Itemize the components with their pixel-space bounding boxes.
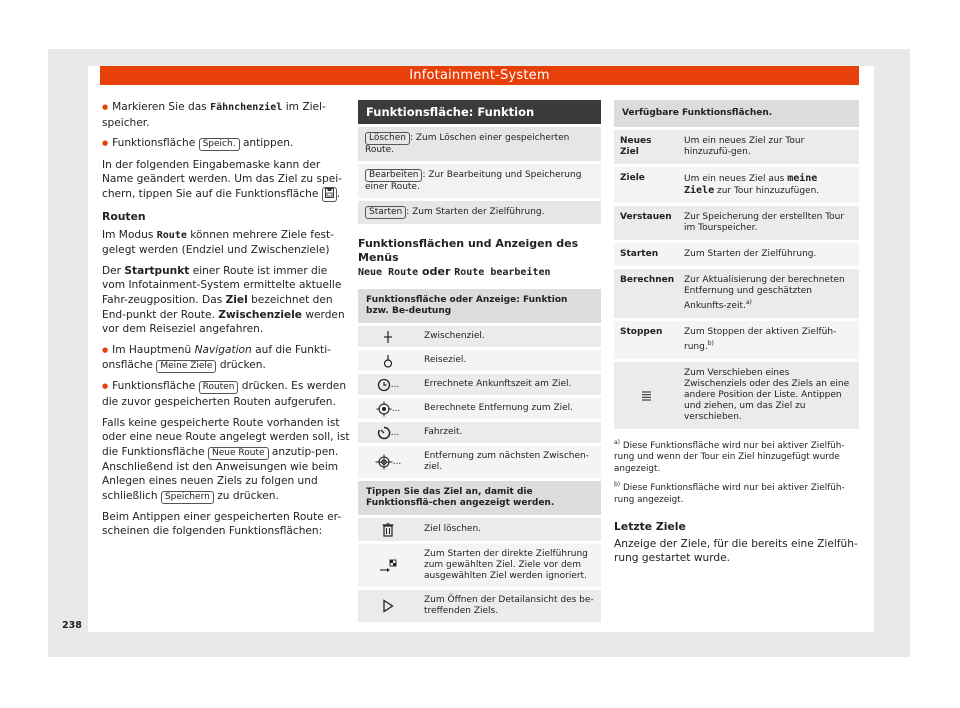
paragraph-antippen: Beim Antippen einer gespeicherten Route er-scheinen die folgenden Funktionsflächen: — [102, 510, 342, 538]
left-column — [102, 100, 352, 545]
list-item: ... Berechnete Entfernung zum Ziel. — [358, 395, 601, 419]
table3-title: Verfügbare Funktionsflächen. — [614, 100, 859, 127]
table-row: Stoppen Zum Stoppen der aktiven Zielfüh-rung.$^{b)}$ — [614, 318, 859, 359]
play-icon — [382, 599, 394, 613]
speich-key: Speich. — [199, 138, 240, 151]
bullet-markieren: ● Markieren Sie das Fähnchenziel im Ziel-speicher. — [102, 100, 352, 130]
paragraph-modus-route: Im Modus Route können mehrere Ziele fest-gelegt werden (Endziel und Zwischenziele) — [102, 228, 334, 257]
page-number: 238 — [62, 620, 82, 631]
list-item: Ziel löschen. — [358, 515, 601, 541]
paragraph-neue-route: Falls keine gespeicherte Route vorhanden ist oder eine neue Route angelegt werden soll, ist die Funktionsfläche Neue Route anzutip-pen. Anschließend ist den Anweisungen wie beim Anlegen eines neuen Ziels zu folgen und schließlich Speichern zu drücken. — [102, 416, 350, 502]
table1-row-bearbeiten: Bearbeiten : Zur Bearbeitung und Speicherung einer Route. — [358, 161, 601, 198]
table1-title: Funktionsfläche: Funktion — [358, 100, 601, 124]
table-row: Neues Ziel Um ein neues Ziel zur Tour hinzuzufü-gen. — [614, 127, 859, 164]
footnote-b: $^{b)}$ Diese Funktionsfläche wird nur bei aktiver Zielfüh-rung angezeigt. — [614, 481, 845, 505]
table-row: Zum Verschieben eines Zwischenziels oder des Ziels an eine andere Position der Liste. Antippen und ziehen, um das Ziel zu verschieben. — [614, 359, 859, 429]
letzte-ziele-text: Anzeige der Ziele, für die bereits eine Zielfüh-rung gestartet wurde. — [614, 538, 858, 565]
table1-row-loeschen: Löschen : Zum Löschen einer gespeicherten Route. — [358, 124, 601, 161]
routen-heading: Routen — [102, 209, 146, 223]
table-row: Berechnen Zur Aktualisierung der berechneten Entfernung und geschätzten Ankunfts-zeit.$^{a)}$ — [614, 266, 859, 318]
speichern-key: Speichern — [161, 491, 214, 504]
waypoint-pin-icon — [382, 330, 394, 344]
list-item: ... Errechnete Ankunftszeit am Ziel. — [358, 371, 601, 395]
section2-heading: Funktionsflächen und Anzeigen des Menüs Neue Route oder Route bearbeiten — [358, 237, 579, 278]
drag-handle-icon — [642, 391, 651, 401]
section2-subheader: Funktionsfläche oder Anzeige: Funktion bzw. Be-deutung — [358, 286, 601, 323]
letzte-ziele-heading: Letzte Ziele — [614, 520, 686, 534]
middle-column — [358, 100, 601, 622]
table-row: Starten Zum Starten der Zielführung. — [614, 240, 859, 266]
bullet-routen: ● Funktionsfläche Routen drücken. Es werden die zuvor gespeicherten Routen aufgerufen. — [102, 379, 352, 409]
list-item: ... Fahrzeit. — [358, 419, 601, 443]
clock-icon: ... — [377, 378, 400, 392]
table-row: Ziele Um ein neues Ziel aus meine Ziele zur Tour hinzuzufügen. — [614, 164, 859, 203]
page-header: Infotainment-System — [100, 66, 859, 85]
list-item: ... Entfernung zum nächsten Zwischen-ziel. — [358, 443, 601, 478]
bullet-hauptmenu: ● Im Hauptmenü Navigation auf die Funkti-onsfläche Meine Ziele drücken. — [102, 343, 352, 374]
routen-key: Routen — [199, 381, 239, 394]
list-item: Zum Öffnen der Detailansicht des be-treffenden Ziels. — [358, 587, 601, 622]
right-column — [614, 100, 859, 565]
timer-icon: ... — [377, 426, 400, 440]
list-item: Reiseziel. — [358, 347, 601, 371]
paragraph-eingabemaske: In der folgenden Eingabemaske kann der Name geändert werden. Um das Ziel zu spei-chern, tippen Sie auf die Funktionsfläche . — [102, 158, 342, 200]
trash-icon — [382, 523, 394, 537]
list-item: Zwischenziel. — [358, 323, 601, 347]
footnote-a: $^{a)}$ Diese Funktionsfläche wird nur bei aktiver Zielfüh-rung und wenn der Tour ein Ziel hinzugefügt wurde angezeigt. — [614, 439, 845, 474]
save-icon — [322, 187, 337, 202]
section2-subheader-2: Tippen Sie das Ziel an, damit die Funktionsflä-chen angezeigt werden. — [358, 478, 601, 515]
list-item: Zum Starten der direkte Zielführung zum gewählten Ziel. Ziele vor dem ausgewählten Ziel werden ignoriert. — [358, 541, 601, 587]
table1-row-starten: Starten : Zum Starten der Zielführung. — [358, 198, 601, 224]
neue-route-key: Neue Route — [208, 447, 269, 460]
table-row: Verstauen Zur Speicherung der erstellten Tour im Tourspeicher. — [614, 203, 859, 240]
distance-target-icon: ... — [376, 401, 401, 417]
direct-guidance-icon — [379, 559, 397, 573]
meine-ziele-key: Meine Ziele — [156, 360, 216, 373]
destination-pin-icon — [382, 354, 394, 368]
bullet-speich: ● Funktionsfläche Speich. antippen. — [102, 136, 352, 152]
paragraph-startpunkt: Der Startpunkt einer Route ist immer die vom Infotainment-System ermittelte aktuelle Fahr-zeugposition. Das Ziel bezeichnet den End-punkt der Route. Zwischenziele werden vor dem Reiseziel angefahren. — [102, 264, 345, 336]
next-waypoint-distance-icon: ... — [375, 454, 402, 470]
